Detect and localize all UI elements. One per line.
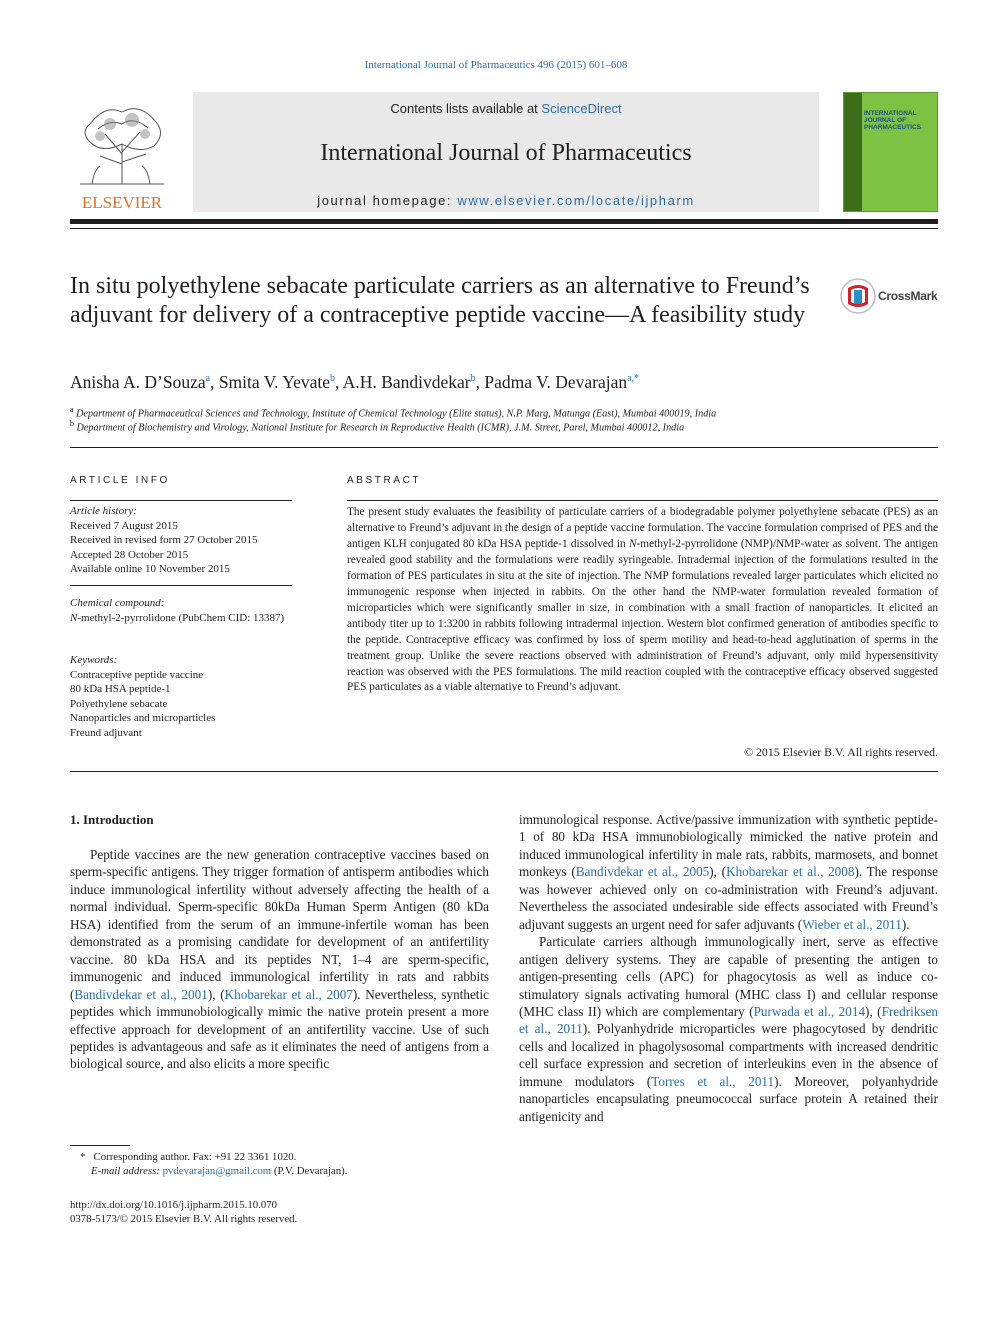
affiliation-b: $^b$ Department of Biochemistry and Virology, National Institute for Research in Reproductive Health (ICMR), J.M. Street, Parel, Mumbai 400012, India [70, 419, 685, 434]
ref-link[interactable]: Fredriksen et al., 2011 [519, 1003, 938, 1037]
ref-link[interactable]: Torres et al., 2011 [651, 1073, 775, 1089]
doi-link[interactable]: http://dx.doi.org/10.1016/j.ijpharm.2015.10.070 [70, 1199, 278, 1211]
chem-label: Chemical compound: [70, 597, 165, 609]
affiliation-a: $^a$ Department of Pharmaceutical Sciences and Technology, Institute of Chemical Technology (Elite status), N.P. Marg, Matunga (East), Mumbai 400019, India [70, 405, 717, 420]
intro-paragraph: Peptide vaccines are the new generation contraceptive vaccines based on sperm-specific antigens. They trigger formation of antisperm antibodies which induce immunological infertility without adversely affecting the health of a normal individual. Sperm-specific 80kDa Human Sperm Antigen (80 kDa HSA) identified from the serum of an immune-infertile woman has been demonstrated as a promising candidate for development of an antifertility vaccine. 80 kDa HSA and its peptides NT, 1–4 are sperm-specific, immunogenic and induced immunological infertility in rats and rabbits (Bandivdekar et al., 2001), (Khobarekar et al., 2007). Nevertheless, synthetic peptides which immunobiologically mimic the native protein present a more effective approach for development of an antifertility vaccine. Use of such peptides is advantageous and safe as it eliminates the need of antigens from a biological source, and also elicits a more specific [70, 847, 489, 1072]
ref-link[interactable]: Khobarekar et al., 2008 [726, 864, 855, 880]
crossmark-label: CrossMark [878, 289, 938, 303]
author-name: Padma V. Devarajan [484, 372, 628, 392]
chem-value: N-methyl-2-pyrrolidone (PubChem CID: 13387) [70, 611, 285, 624]
intro-left-column [70, 846, 489, 1073]
abstract-text: The present study evaluates the feasibility of particulate carriers of a biodegradable polymer polyethylene sebacate (PES) as an alternative to Freund’s adjuvant in the design of a peptide vaccine formulation. The vaccine formulation comprised of PES and the antigen KLH conjugated 80 kDa HSA peptide-1 dissolved in N-methyl-2-pyrrolidone (NMP)/NMP-water as solvent. The antigen revealed good stability and the formulations were readily syringeable. Intradermal injection of the formulations resulted in the formation of PES particulates in situ at the site of injection. The NMP formulations revealed larger particulates which elicited no immunogenic response when injected in rabbits. On the other hand the NMP-water formulation revealed formation of microparticles which were significantly smaller in size, in combination with a small fraction of nanoparticles. It elicited an antibody titer up to 1:3200 in rabbits following intradermal injection. Western blot confirmed generation of antibodies specific to the peptide. Contraceptive efficacy was confirmed by loss of sperm motility and head-to-head agglutination of sperms in the treatment group. Unlike the severe reactions observed with administration of Freund’s adjuvant, only mild hypersensitivity reaction was observed with the PES formulations. The mild reaction coupled with the contraceptive efficacy observed suggested PES particulates as a viable alternative to Freund’s adjuvant. [347, 506, 938, 694]
author-name: A.H. Bandivdekar [342, 372, 471, 392]
keywords-label: Keywords: [70, 654, 118, 666]
abstract-bottom-rule [70, 771, 938, 772]
journal-homepage: journal homepage: www.elsevier.com/locate/ijpharm [317, 193, 695, 208]
keyword: Polyethylene sebacate [70, 697, 168, 710]
cover-stripe [844, 93, 862, 212]
ref-link[interactable]: Bandivdekar et al., 2001 [74, 986, 208, 1002]
ref-link[interactable]: Purwada et al., 2014 [753, 1003, 866, 1019]
ref-link[interactable]: Bandivdekar et al., 2005 [575, 864, 710, 880]
abstract-copyright: © 2015 Elsevier B.V. All rights reserved. [744, 745, 938, 759]
intro-paragraph: Particulate carriers although immunologically inert, serve as effective antigen delivery systems. They are capable of presenting the antigen to antigen-presenting cells (APC) for phagocytosis as well as induce co-stimulatory signals activating humoral (MHC class I) and cellular response (MHC class II) which are complementary (Purwada et al., 2014), (Fredriksen et al., 2011). Polyanhydride microparticles were phagocytosed by dendritic cells and localized in phagolysosomal compartments with increased dendritic cell surface expression and secretion of interleukins even in the absence of immune modulators (Torres et al., 2011). Moreover, polyanhydride nanoparticles encapsulating pneumococcal surface protein A retained their antigenicity and [519, 934, 939, 1124]
chemical-compound [70, 596, 295, 625]
keyword: Freund adjuvant [70, 726, 142, 739]
contents-line: Contents lists available at ScienceDirect [390, 101, 622, 116]
history-label: Article history: [70, 505, 137, 517]
cover-title: INTERNATIONAL JOURNAL OF PHARMACEUTICS [864, 110, 922, 131]
author-list: Anisha A. D’Souza$^a$, Smita V. Yevate$^b$, A.H. Bandivdekar$^b$, Padma V. Devarajan$^{a,*}$ [70, 372, 640, 392]
author-name: Anisha A. D’Souza [70, 372, 206, 392]
abstract-rule [347, 500, 938, 501]
journal-banner [193, 92, 819, 212]
abstract-heading: ABSTRACT [347, 475, 422, 486]
email-link[interactable]: pvdevarajan@gmail.com [162, 1165, 272, 1177]
intro-paragraph: immunological response. Active/passive immunization with synthetic peptide-1 of 80 kDa HSA immunobiologically mimicked the native protein and induced immunological infertility in male rats, rabbits, marmosets, and bonnet monkeys (Bandivdekar et al., 2005), (Khobarekar et al., 2008). The response was however achieved only on co-administration with Freund’s adjuvant. Nevertheless the associated undesirable side effects associated with Freund’s adjuvant suggests an urgent need for safer adjuvants (Wieber et al., 2011). [519, 812, 938, 932]
header-rule [70, 219, 938, 224]
article-info-heading: ARTICLE INFO [70, 475, 170, 486]
article-title: In situ polyethylene sebacate particulate carriers as an alternative to Freund’s adjuvant for delivery of a contraceptive peptide vaccine—A feasibility study [70, 273, 810, 328]
keywords [70, 653, 295, 740]
homepage-link[interactable]: www.elsevier.com/locate/ijpharm [457, 193, 695, 208]
article-history [70, 504, 295, 577]
crossmark-icon [840, 278, 876, 314]
footnote-rule [70, 1145, 130, 1146]
keyword: 80 kDa HSA peptide-1 [70, 683, 171, 695]
introduction-heading: 1. Introduction [70, 812, 154, 827]
history-item: Received in revised form 27 October 2015 [70, 534, 258, 546]
author-sup[interactable]: a,* [627, 373, 640, 385]
keyword: Nanoparticles and microparticles [70, 712, 216, 724]
issn-line: 0378-5173/© 2015 Elsevier B.V. All rights reserved. [70, 1213, 298, 1225]
author-sup[interactable]: b [330, 373, 335, 385]
history-item: Received 7 August 2015 [70, 519, 178, 532]
ref-link[interactable]: Wieber et al., 2011 [802, 916, 902, 932]
header-rule-thin [70, 228, 938, 229]
corresponding-author: * Corresponding author. Fax: +91 22 3361 1020. [80, 1151, 297, 1163]
journal-title: International Journal of Pharmaceutics [320, 140, 692, 166]
sciencedirect-link[interactable]: ScienceDirect [541, 101, 622, 116]
history-rule [70, 585, 292, 586]
journal-cover [843, 92, 938, 212]
elsevier-wordmark: ELSEVIER [81, 193, 163, 212]
ref-link[interactable]: Khobarekar et al., 2007 [224, 986, 353, 1002]
history-item: Accepted 28 October 2015 [70, 548, 189, 561]
article-info-rule [70, 500, 292, 501]
elsevier-tree-icon [70, 94, 174, 212]
crossmark-button[interactable] [840, 278, 940, 318]
author-sup[interactable]: a [205, 373, 211, 385]
author-sup[interactable]: b [470, 373, 476, 385]
journal-citation-link[interactable]: International Journal of Pharmaceutics 496 (2015) 601–608 [364, 59, 628, 71]
author-name: Smita V. Yevate [218, 372, 330, 392]
history-item: Available online 10 November 2015 [70, 563, 230, 575]
elsevier-logo [70, 94, 174, 212]
section-rule [70, 447, 938, 448]
keyword: Contraceptive peptide vaccine [70, 668, 204, 681]
email-footnote: E-mail address: pvdevarajan@gmail.com (P.V. Devarajan). [91, 1165, 348, 1177]
intro-right-column [519, 811, 938, 1125]
